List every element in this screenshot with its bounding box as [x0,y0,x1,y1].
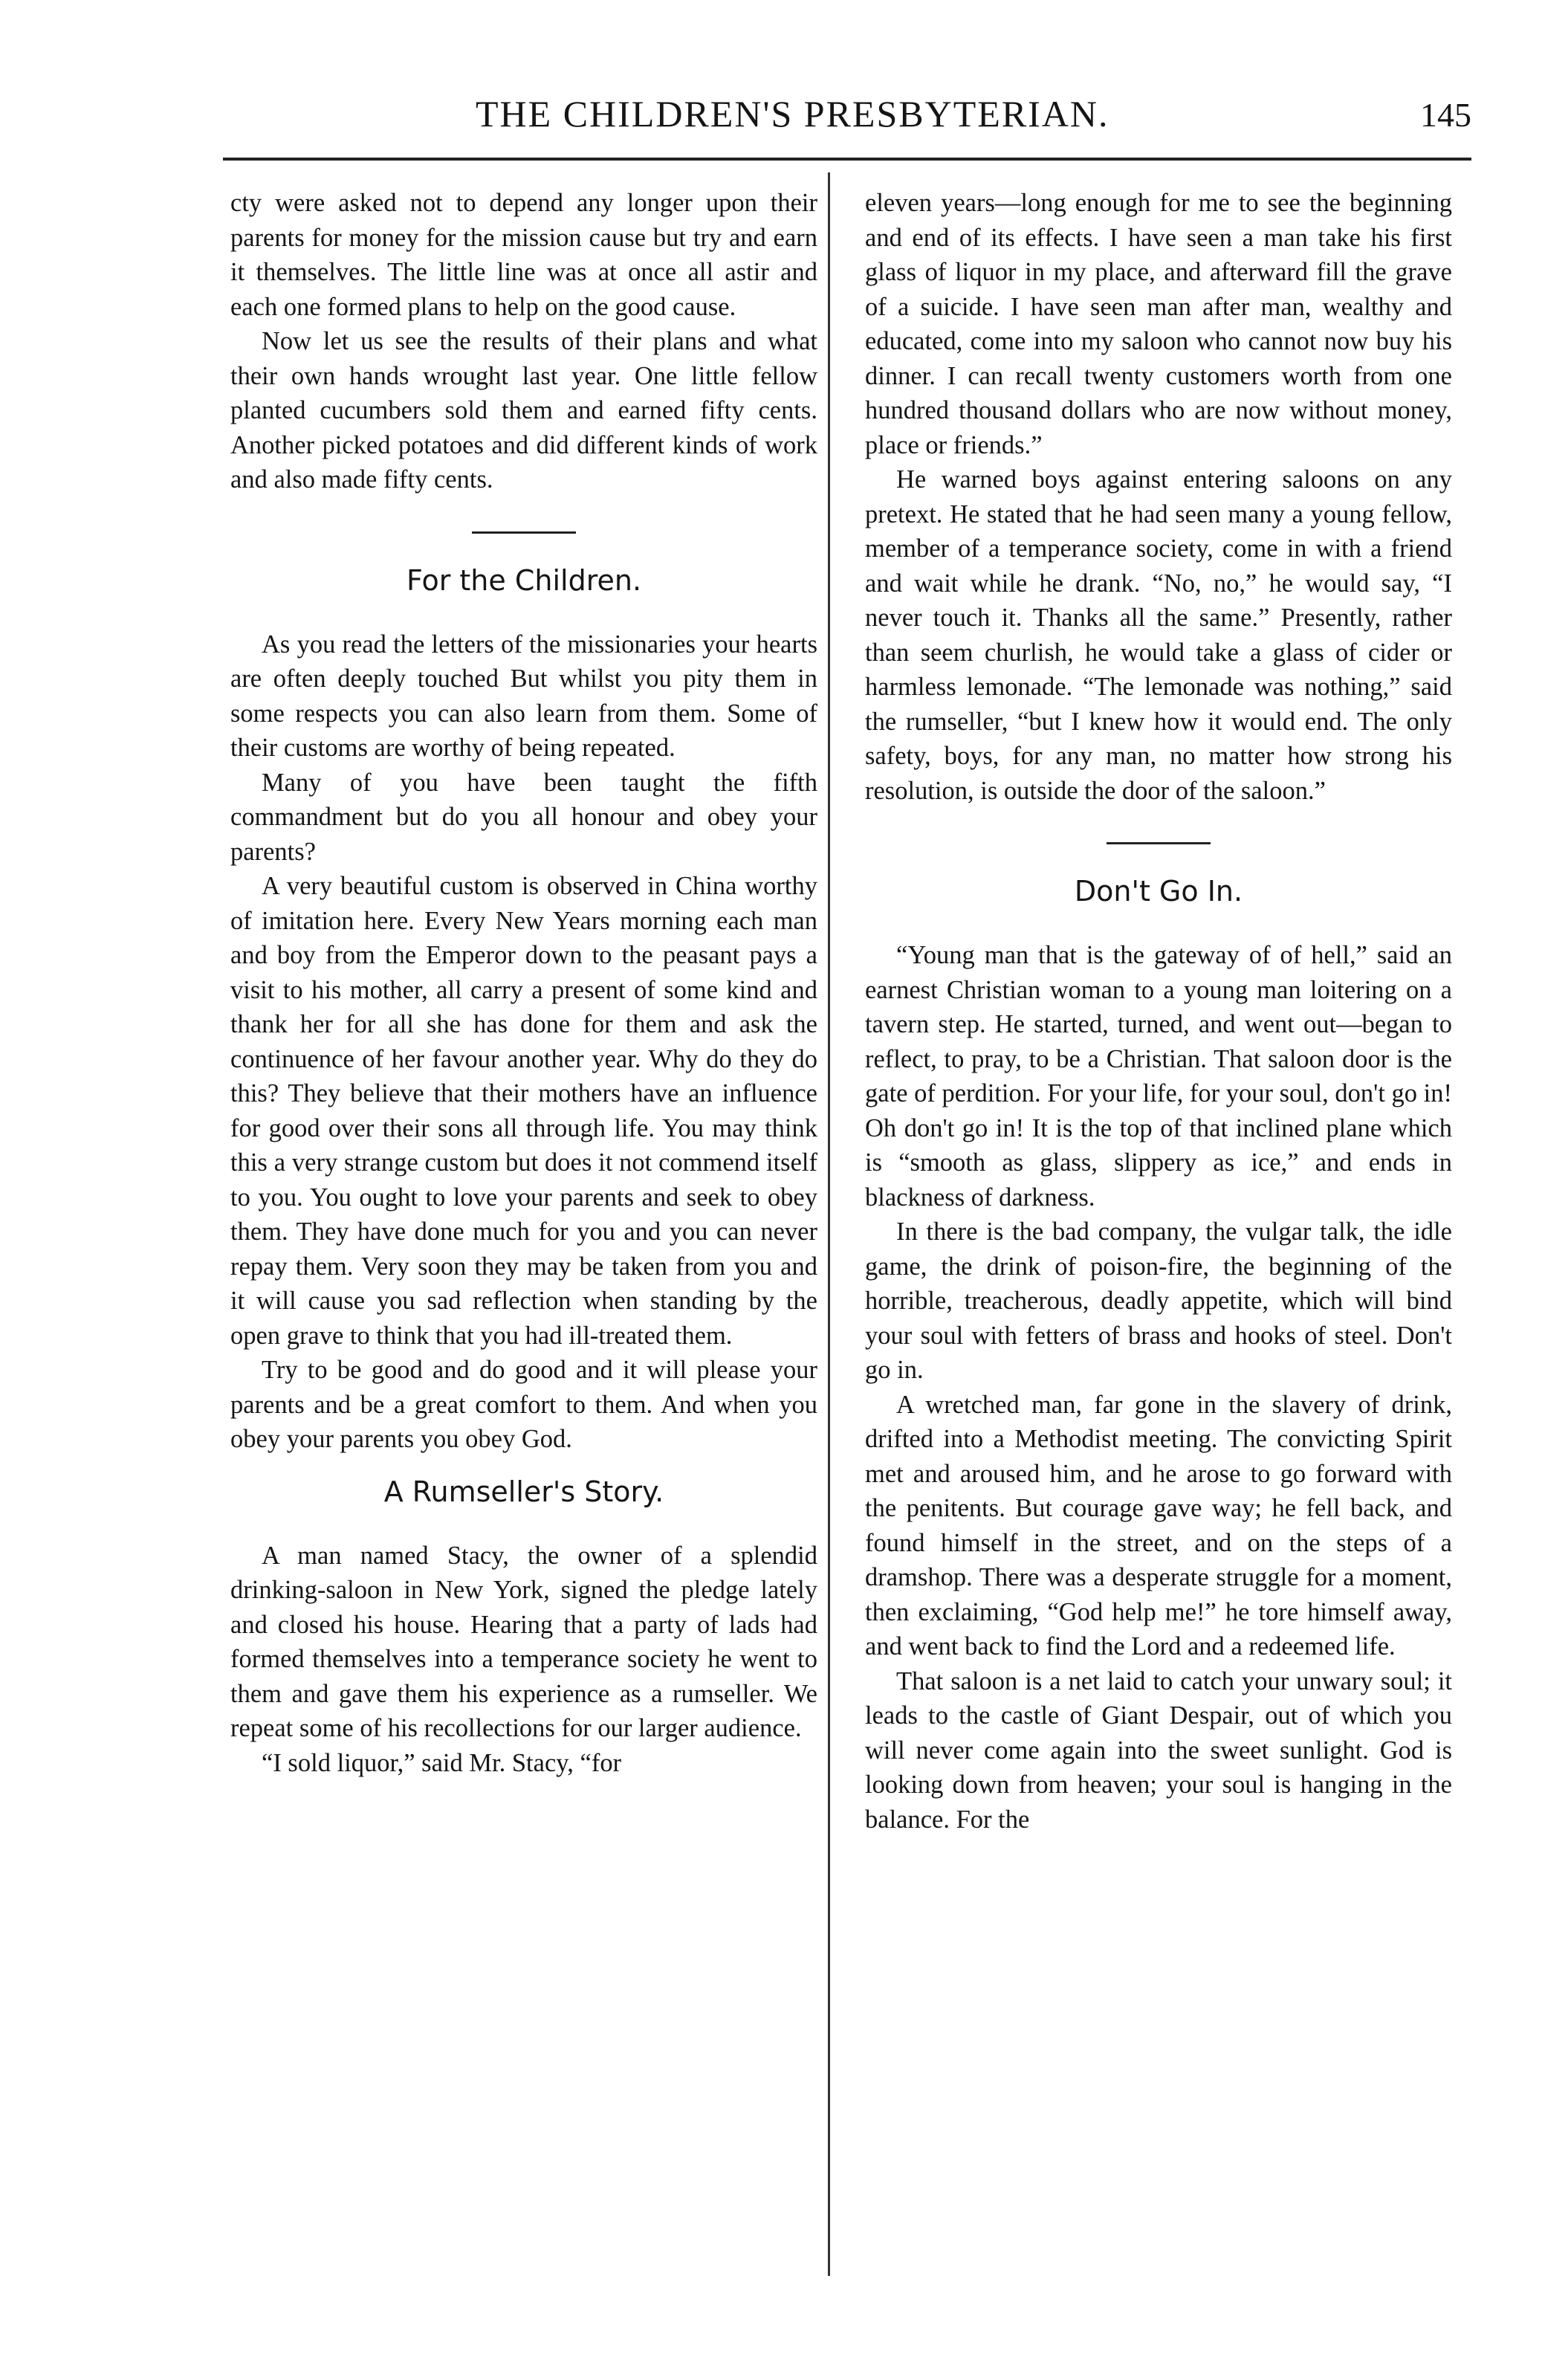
paragraph: A very beautiful custom is observed in China worthy of imitation here. Every New Years morning each man and boy from the Emperor down to the peasant pays a visit to his mother, all carry a present of some kind and thank her for all she has done for them and ask the continuence of her favour another year. Why do they do this? They believe that their mothers have an influence for good over their sons all through life. You may think this a very strange custom but does it not commend itself to you. You ought to love your parents and seek to obey them. They have done much for you and you can never repay them. Very soon they may be taken from you and it will cause you sad reflection when standing by the open grave to think that you had ill-treated them. [230,872,817,1350]
section-heading: For the Children. [406,563,642,597]
paragraph: Try to be good and do good and it will please your parents and be a great comfort to them. And when you obey your parents you obey God. [230,1356,817,1453]
running-title: THE CHILDREN'S PRESBYTERIAN. [476,93,1109,135]
header-rule [223,158,1471,161]
column-divider [828,172,830,2276]
section-heading: Don't Go In. [1074,875,1243,908]
paragraph: Many of you have been taught the fifth commandment but do you all honour and obey your parents? [230,768,817,866]
paragraph: cty were asked not to depend any longer upon their parents for money for the mission cause but try and earn it themselves. The little line was at once all astir and each one formed plans to help on the good cause. [230,189,817,321]
section-divider [1107,842,1211,844]
section-heading: A Rumseller's Story. [383,1475,664,1508]
page-number: 145 [1420,96,1471,134]
paragraph: “I sold liquor,” said Mr. Stacy, “for [262,1748,622,1777]
paragraph: A man named Stacy, the owner of a splendid drinking-saloon in New York, signed the pledge lately and closed his house. Hearing that a party of lads had formed themselves into a temperance society he went to them and gave them his experience as a rumseller. We repeat some of his recollections for our larger audience. [230,1541,817,1742]
paragraph: A wretched man, far gone in the slavery of drink, drifted into a Methodist meeting. The convicting Spirit met and aroused him, and he arose to go forward with the penitents. But courage gave way; he fell back, and found himself in the street, and on the steps of a dramshop. There was a desperate struggle for a moment, then exclaiming, “God help me!” he tore himself away, and went back to find the Lord and a redeemed life. [865,1390,1452,1660]
right-column [865,186,1452,1837]
paragraph: eleven years—long enough for me to see the beginning and end of its effects. I have seen a man take his first glass of liquor in my place, and afterward fill the grave of a suicide. I have seen man after man, wealthy and educated, come into my saloon who cannot now buy his dinner. I can recall twenty customers worth from one hundred thousand dollars who are now without money, place or friends.” [865,189,1452,459]
paragraph: “Young man that is the gateway of of hell,” said an earnest Christian woman to a young man loitering on a tavern step. He started, turned, and went out—began to reflect, to pray, to be a Christian. That saloon door is the gate of perdition. For your life, for your soul, don't go in! Oh don't go in! It is the top of that inclined plane which is “smooth as glass, slippery as ice,” and ends in blackness of darkness. [865,941,1452,1212]
paragraph: That saloon is a net laid to catch your unwary soul; it leads to the castle of Giant Despair, out of which you will never come again into the sweet sunlight. God is looking down from heaven; your soul is hanging in the balance. For the [865,1666,1452,1834]
paragraph: He warned boys against entering saloons on any pretext. He stated that he had seen many a young fellow, member of a temperance society, come in with a friend and wait while he drank. “No, no,” he would say, “I never touch it. Thanks all the same.” Presently, rather than seem churlish, he would take a glass of cider or harmless lemonade. “The lemonade was nothing,” said the rumseller, “but I knew how it would end. The only safety, boys, for any man, no matter how strong his resolution, is outside the door of the saloon.” [865,465,1452,805]
paragraph: As you read the letters of the missionaries your hearts are often deeply touched But whilst you pity them in some respects you can also learn from them. Some of their customs are worthy of being repeated. [230,630,817,762]
paragraph: In there is the bad company, the vulgar talk, the idle game, the drink of poison-fire, the beginning of the horrible, treacherous, deadly appetite, which will bind your soul with fetters of brass and hooks of steel. Don't go in. [865,1218,1452,1384]
paragraph: Now let us see the results of their plans and what their own hands wrought last year. One little fellow planted cucumbers sold them and earned fifty cents. Another picked potatoes and did different kinds of work and also made fifty cents. [230,327,817,494]
section-divider [472,531,576,534]
left-column [230,186,817,1780]
page-header [223,83,1471,150]
